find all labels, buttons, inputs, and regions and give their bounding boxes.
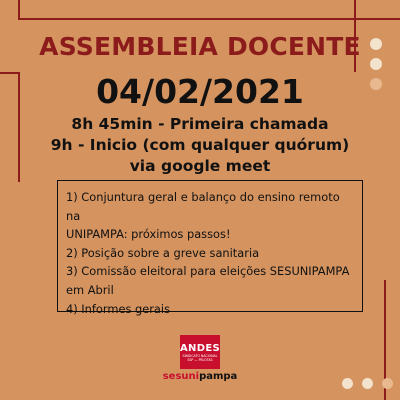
logo-subtitle: SINDICATO NACIONAL — [182, 353, 218, 358]
agenda-line: 3) Comissão eleitoral para eleições SESUNIPAMPA — [66, 264, 350, 279]
frame-line-vertical-left — [18, 0, 20, 18]
logo-brand-b: pampa — [199, 371, 238, 382]
schedule-platform: via google meet — [129, 157, 271, 175]
schedule-start: 9h - Inicio (com qualquer quórum) — [50, 136, 350, 154]
andes-logo — [180, 335, 220, 369]
schedule-first-call: 8h 45min - Primeira chamada — [71, 115, 329, 133]
sesunipampa-logo-text — [0, 371, 400, 382]
logo-title: ANDES — [180, 342, 220, 354]
logo-brand-a: sesuni — [162, 371, 200, 382]
agenda-line: 2) Posição sobre a greve sanitaria — [66, 245, 260, 260]
logo-subtitle-2: SSP — PELOTAS — [187, 357, 213, 362]
agenda-line: em Abril — [66, 282, 114, 297]
poster-title: ASSEMBLEIA DOCENTE — [39, 32, 361, 61]
agenda-box — [57, 180, 363, 316]
frame-line-horizontal-top — [18, 18, 400, 20]
agenda-line: 1) Conjuntura geral e balanço do ensino remoto na — [66, 190, 340, 223]
agenda-line: 4) Informes gerais — [66, 301, 171, 316]
event-date: 04/02/2021 — [96, 72, 304, 111]
agenda-line: UNIPAMPA: próximos passos! — [66, 227, 231, 242]
